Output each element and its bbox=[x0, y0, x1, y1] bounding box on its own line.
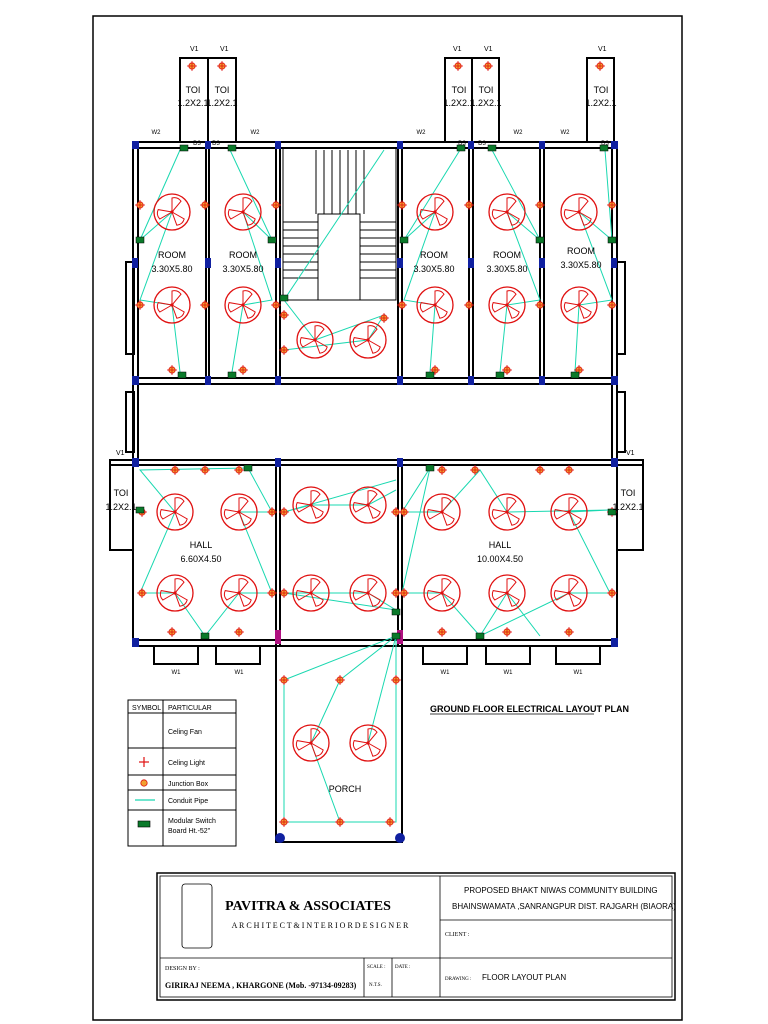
ceiling-light-icon bbox=[437, 465, 447, 475]
switch-board bbox=[180, 145, 188, 151]
room-size: 3.30X5.80 bbox=[222, 264, 264, 274]
staircase bbox=[283, 148, 396, 300]
switch-board bbox=[426, 465, 434, 471]
conduit-pipe bbox=[284, 150, 384, 350]
ceiling-light-icon bbox=[217, 61, 227, 71]
ceiling-light-icon bbox=[470, 465, 480, 475]
conduit-pipe bbox=[368, 636, 396, 743]
switch-board bbox=[136, 237, 144, 243]
ceiling-fan-icon bbox=[551, 494, 587, 530]
ceiling-light-icon bbox=[335, 817, 345, 827]
ceiling-fan-icon bbox=[561, 194, 597, 230]
room-label: ROOM bbox=[567, 246, 595, 256]
d3-label: D3 bbox=[601, 141, 609, 147]
firm-tagline: A R C H I T E C T & I N T E R I O R D E S I G N E R bbox=[231, 921, 409, 930]
ceiling-light-icon bbox=[391, 675, 401, 685]
ceiling-fan-icon bbox=[225, 194, 261, 230]
toi-label: TOI bbox=[185, 85, 201, 95]
v1-label: V1 bbox=[484, 46, 493, 53]
switch-board bbox=[400, 237, 408, 243]
client-label: CLIENT : bbox=[445, 932, 470, 938]
d3-label: D3 bbox=[212, 141, 220, 147]
conduit-pipe bbox=[140, 468, 248, 636]
toi-size: 1.2X2.1 bbox=[585, 98, 617, 108]
w2-label: W2 bbox=[560, 130, 570, 136]
v1-label: V1 bbox=[598, 46, 607, 53]
room-size: 3.30X5.80 bbox=[486, 264, 528, 274]
scale-label: SCALE : bbox=[367, 965, 386, 970]
ceiling-light-icon bbox=[595, 61, 605, 71]
switch-board-icon bbox=[138, 821, 150, 827]
toi-label: TOI bbox=[620, 488, 636, 498]
room-size: 3.30X5.80 bbox=[560, 260, 602, 270]
ceiling-fans bbox=[154, 194, 597, 761]
ceiling-fan-icon bbox=[417, 194, 453, 230]
ceiling-light-icon bbox=[483, 61, 493, 71]
ceiling-light-icon bbox=[279, 817, 289, 827]
ceiling-fan-icon bbox=[293, 725, 329, 761]
ceiling-light-icon bbox=[607, 300, 617, 310]
conduit-pipe bbox=[402, 468, 540, 636]
porch-label: PORCH bbox=[328, 784, 362, 794]
hall-size: 10.00X4.50 bbox=[476, 554, 524, 564]
ceiling-fan-icon bbox=[297, 322, 333, 358]
w1-label: W1 bbox=[171, 670, 181, 676]
switch-board bbox=[244, 465, 252, 471]
ceiling-fan-icon bbox=[417, 287, 453, 323]
w2-label: W2 bbox=[250, 130, 260, 136]
ceiling-light-icon bbox=[535, 465, 545, 475]
toi-label: TOI bbox=[478, 85, 494, 95]
v1-label: V1 bbox=[116, 450, 125, 457]
sheet-border bbox=[93, 16, 682, 1020]
switch-board bbox=[268, 237, 276, 243]
ceiling-light-icon bbox=[379, 313, 389, 323]
ceiling-light-icon bbox=[391, 507, 401, 517]
ceiling-light-icon bbox=[238, 365, 248, 375]
ceiling-light-icon bbox=[234, 627, 244, 637]
ceiling-fan-icon bbox=[350, 725, 386, 761]
w1-label: W1 bbox=[234, 670, 244, 676]
junction-box-icon bbox=[141, 780, 147, 786]
ceiling-light-icon bbox=[564, 465, 574, 475]
design-by-label: DESIGN BY : bbox=[165, 966, 200, 972]
switch-board bbox=[426, 372, 434, 378]
toi-size: 1.2X2.1 bbox=[105, 502, 137, 512]
legend-item-label: Modular Switch bbox=[168, 818, 216, 825]
v1-label: V1 bbox=[626, 450, 635, 457]
legend-table bbox=[128, 700, 236, 846]
w2-label: W2 bbox=[513, 130, 523, 136]
drawing-value: FLOOR LAYOUT PLAN bbox=[482, 973, 567, 982]
ceiling-fan-icon bbox=[489, 287, 525, 323]
project-line-2: BHAINSWAMATA ,SANRANGPUR DIST. RAJGARH (BIAORA) bbox=[452, 902, 676, 911]
toi-label: TOI bbox=[451, 85, 467, 95]
switch-board bbox=[608, 237, 616, 243]
conduit-pipe bbox=[230, 150, 272, 372]
hall-label: HALL bbox=[488, 540, 512, 550]
ceiling-light-icon bbox=[502, 627, 512, 637]
switch-board bbox=[392, 609, 400, 615]
ceiling-light-icon bbox=[135, 300, 145, 310]
room-label: ROOM bbox=[420, 250, 448, 260]
switch-board bbox=[280, 295, 288, 301]
ceiling-light-icon bbox=[170, 465, 180, 475]
ceiling-fan-icon bbox=[561, 287, 597, 323]
toi-size: 1.2X2.1 bbox=[177, 98, 209, 108]
ceiling-light-icon bbox=[564, 627, 574, 637]
ceiling-light-icon bbox=[137, 588, 147, 598]
conduit-pipe bbox=[404, 150, 460, 372]
d3-label: D3 bbox=[458, 141, 466, 147]
ceiling-fan-icon bbox=[154, 194, 190, 230]
legend-item-label: Conduit Pipe bbox=[168, 798, 209, 805]
switch-board bbox=[536, 237, 544, 243]
switch-board bbox=[571, 372, 579, 378]
legend-item-label: Celing Light bbox=[168, 760, 205, 767]
toi-label: TOI bbox=[593, 85, 609, 95]
w2-label: W2 bbox=[416, 130, 426, 136]
switch-board bbox=[392, 633, 400, 639]
switch-board bbox=[136, 507, 144, 513]
ceiling-light-icon bbox=[279, 675, 289, 685]
ceiling-light-icon bbox=[234, 465, 244, 475]
room-size: 3.30X5.80 bbox=[151, 264, 193, 274]
conduit-pipe bbox=[284, 480, 396, 512]
ceiling-light-icon bbox=[453, 61, 463, 71]
switch-board bbox=[476, 633, 484, 639]
switch-board bbox=[496, 372, 504, 378]
room-label: ROOM bbox=[493, 250, 521, 260]
designer-name: GIRIRAJ NEEMA , KHARGONE (Mob. -97134-09283) bbox=[165, 981, 357, 990]
w2-label: W2 bbox=[151, 130, 161, 136]
d3-label: D3 bbox=[478, 141, 486, 147]
switch-board bbox=[228, 145, 236, 151]
v1-label: V1 bbox=[220, 46, 229, 53]
switch-board bbox=[178, 372, 186, 378]
legend-item-label: Celing Fan bbox=[168, 729, 202, 736]
ceiling-fan-icon bbox=[154, 287, 190, 323]
switch-board bbox=[201, 633, 209, 639]
ceiling-light-icon bbox=[335, 675, 345, 685]
ceiling-light-icon bbox=[135, 200, 145, 210]
ceiling-fan-icon bbox=[350, 322, 386, 358]
switch-board bbox=[488, 145, 496, 151]
hall-size: 6.60X4.50 bbox=[180, 554, 222, 564]
ceiling-fan-icon bbox=[489, 575, 525, 611]
ceiling-light-icon bbox=[607, 200, 617, 210]
hall-label: HALL bbox=[189, 540, 213, 550]
ceiling-light-icon bbox=[391, 588, 401, 598]
room-size: 3.30X5.80 bbox=[413, 264, 455, 274]
room-label: ROOM bbox=[229, 250, 257, 260]
firm-name: PAVITRA & ASSOCIATES bbox=[225, 899, 391, 914]
v1-label: V1 bbox=[190, 46, 199, 53]
drawing-label: DRAWING : bbox=[445, 977, 472, 982]
legend-item-label-2: Board Ht.-52" bbox=[168, 828, 211, 835]
conduit-pipe bbox=[140, 150, 180, 372]
toi-label: TOI bbox=[214, 85, 230, 95]
ceiling-light-icon bbox=[167, 627, 177, 637]
conduit-pipe bbox=[492, 150, 540, 372]
toi-size: 1.2X2.1 bbox=[612, 502, 644, 512]
ceiling-fan-icon bbox=[157, 494, 193, 530]
d3-label: D3 bbox=[193, 141, 201, 147]
w1-label: W1 bbox=[503, 670, 513, 676]
scale-value: N.T.S. bbox=[369, 983, 382, 988]
legend-item-label: Junction Box bbox=[168, 781, 209, 788]
legend-particular-header: PARTICULAR bbox=[168, 705, 212, 712]
ceiling-light-icon bbox=[200, 465, 210, 475]
toi-size: 1.2X2.1 bbox=[443, 98, 475, 108]
legend-symbol-header: SYMBOL bbox=[132, 705, 162, 712]
ceiling-light-icon bbox=[167, 365, 177, 375]
ceiling-fan-icon bbox=[225, 287, 261, 323]
date-label: DATE : bbox=[395, 965, 411, 970]
v1-label: V1 bbox=[453, 46, 462, 53]
project-line-1: PROPOSED BHAKT NIWAS COMMUNITY BUILDING bbox=[464, 886, 658, 895]
ceiling-light-icon bbox=[385, 817, 395, 827]
toi-size: 1.2X2.1 bbox=[206, 98, 238, 108]
switch-board bbox=[228, 372, 236, 378]
w1-label: W1 bbox=[440, 670, 450, 676]
toi-label: TOI bbox=[113, 488, 129, 498]
ceiling-light-icon bbox=[437, 627, 447, 637]
w1-label: W1 bbox=[573, 670, 583, 676]
plan-title: GROUND FLOOR ELECTRICAL LAYOUT PLAN bbox=[430, 704, 630, 714]
room-label: ROOM bbox=[158, 250, 186, 260]
toi-size: 1.2X2.1 bbox=[470, 98, 502, 108]
ceiling-light-icon bbox=[187, 61, 197, 71]
ceiling-fan-icon bbox=[489, 194, 525, 230]
